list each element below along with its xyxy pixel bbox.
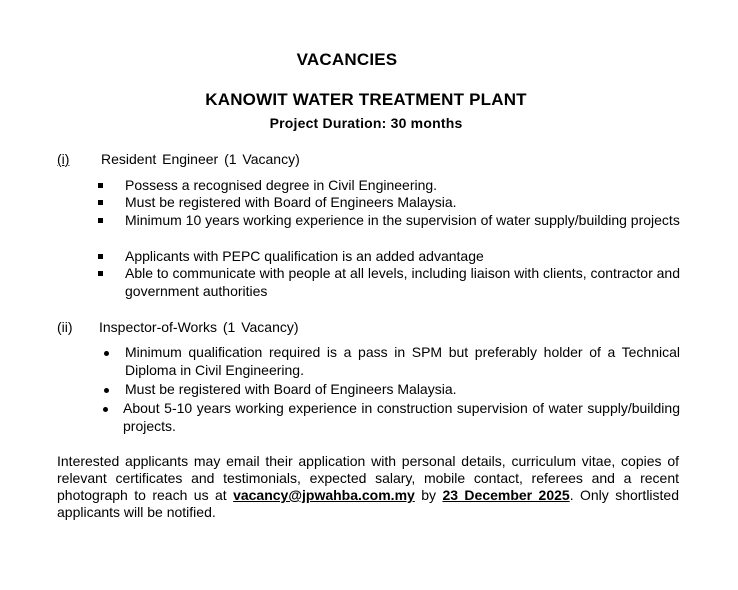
round-bullet-icon (104, 388, 109, 393)
section-number-1: (i) (57, 151, 70, 167)
closing-note: . Only shortlisted applicants will be notified. (57, 487, 679, 520)
closing-text-middle: by (414, 487, 443, 503)
project-duration: Project Duration: 30 months (269, 115, 463, 131)
list-item: Minimum 10 years working experience in the supervision of water supply/building projects (125, 212, 680, 228)
square-bullet-icon (98, 183, 103, 188)
section-number-2: (ii) (57, 319, 73, 335)
section-title-resident-engineer: Resident Engineer (1 Vacancy) (101, 151, 300, 167)
list-item: Possess a recognised degree in Civil Engineering. (125, 177, 438, 193)
contact-email-link[interactable]: vacancy@jpwahba.com.my (233, 487, 415, 503)
square-bullet-icon (98, 218, 103, 223)
list-item: Able to communicate with people at all levels, including liaison with clients, contractor and government authorities (125, 265, 680, 299)
list-item: Applicants with PEPC qualification is an added advantage (125, 248, 484, 264)
round-bullet-icon (103, 407, 108, 412)
section-title-inspector-of-works: Inspector-of-Works (1 Vacancy) (99, 319, 299, 335)
square-bullet-icon (98, 254, 103, 259)
closing-text: Interested applicants may email their application with personal details, curriculum vitae, copies of relevant certificates and testimonials, expected salary, mobile contact, referees and a recent photograph to reach us at (57, 453, 679, 503)
plant-title: KANOWIT WATER TREATMENT PLANT (205, 90, 527, 109)
closing-paragraph (57, 453, 679, 521)
page-title: VACANCIES (296, 50, 398, 69)
application-deadline: 23 December 2025 (442, 487, 570, 503)
list-item: Minimum qualification required is a pass in SPM but preferably holder of a Technical Diploma in Civil Engineering. (125, 344, 680, 378)
square-bullet-icon (98, 271, 103, 276)
round-bullet-icon (104, 351, 109, 356)
list-item: About 5-10 years working experience in construction supervision of water supply/building projects. (123, 400, 680, 434)
list-item: Must be registered with Board of Engineers Malaysia. (125, 381, 457, 397)
list-item: Must be registered with Board of Engineers Malaysia. (125, 194, 457, 210)
square-bullet-icon (98, 200, 103, 205)
